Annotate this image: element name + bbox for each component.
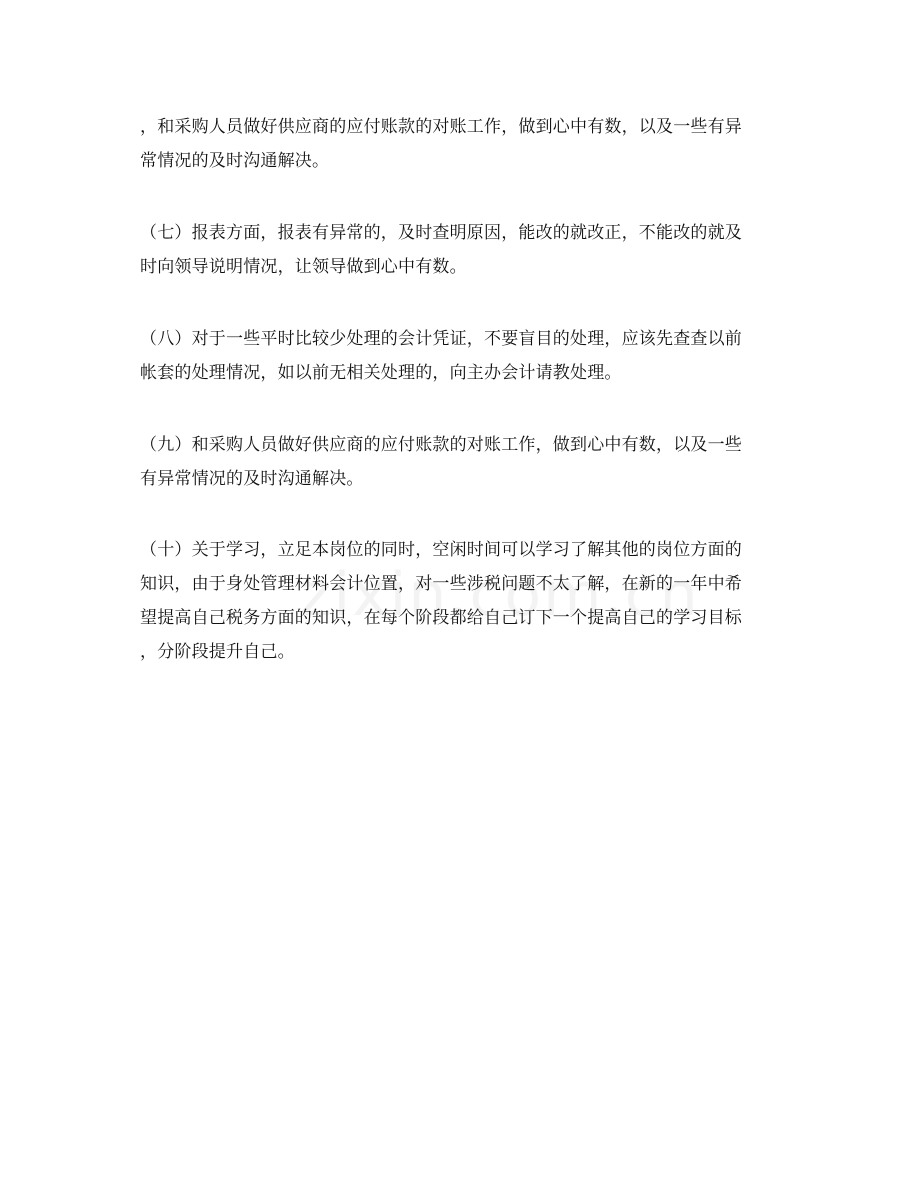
paragraph-intro [140,110,780,178]
paragraph-line: 常情况的及时沟通解决。 [140,151,330,171]
paragraph-line: 帐套的处理情况，如以前无相关处理的，向主办会计请教处理。 [140,363,622,383]
paragraph-line: ，和采购人员做好供应商的应付账款的对账工作，做到心中有数，以及一些有异 [140,117,742,137]
paragraph-line: （九）和采购人员做好供应商的应付账款的对账工作，做到心中有数，以及一些 [140,435,742,455]
paragraph-item-9 [140,428,780,496]
paragraph-line: （十）关于学习，立足本岗位的同时，空闲时间可以学习了解其他的岗位方面的 [140,540,742,560]
paragraph-line: （七）报表方面，报表有异常的，及时查明原因，能改的就改正，不能改的就及 [140,223,742,243]
paragraph-line: 时向领导说明情况，让领导做到心中有数。 [140,257,467,277]
paragraph-item-10 [140,533,780,669]
paragraph-line: 知识，由于身处管理材料会计位置，对一些涉税问题不太了解，在新的一年中希 [140,574,742,594]
paragraph-line: 有异常情况的及时沟通解决。 [140,469,364,489]
paragraph-item-7 [140,216,780,284]
paragraph-line: 望提高自己税务方面的知识，在每个阶段都给自己订下一个提高自己的学习目标 [140,608,742,628]
paragraph-line: ，分阶段提升自己。 [140,642,295,662]
paragraph-item-8 [140,322,780,390]
paragraph-line: （八）对于一些平时比较少处理的会计凭证，不要盲目的处理，应该先查查以前 [140,329,742,349]
